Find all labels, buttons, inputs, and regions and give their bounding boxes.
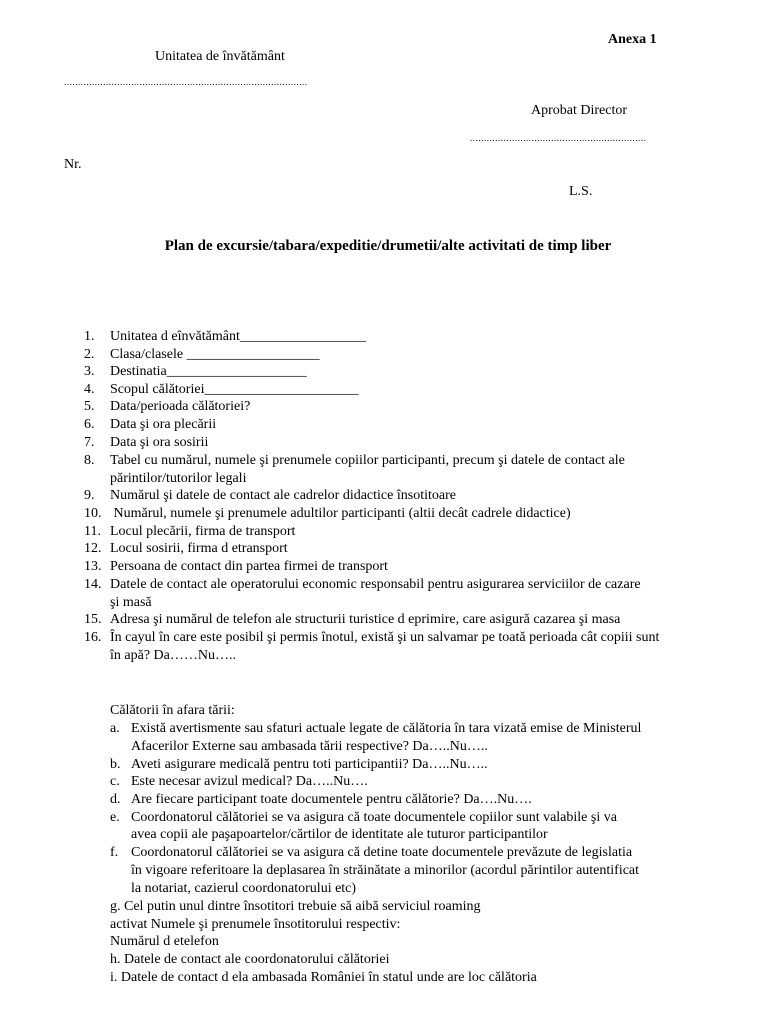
abroad-item: e. Coordonatorul călătoriei se va asigura că toate documentele copiilor sunt valabile şi va [110, 810, 617, 825]
school-unit-label: Unitatea de învătământ [155, 49, 285, 64]
abroad-item-continuation: în vigoare referitoare la deplasarea în străinătate a minorilor (acordul părintilor autentificat [131, 863, 640, 878]
annex-label: Anexa 1 [608, 32, 657, 47]
approved-director-label: Aprobat Director [531, 103, 628, 118]
abroad-heading: Călătorii în afara tării: [110, 703, 235, 718]
embassy-contact-label: i. Datele de contact d ela ambasada României în statul unde are loc călătoria [110, 970, 537, 985]
list-item-continuation: părintilor/tutorilor legali [110, 471, 247, 486]
page-title: Plan de excursie/tabara/expeditie/drumetii/alte activitati de timp liber [164, 238, 612, 254]
list-item: 8. Tabel cu numărul, numele şi prenumele copiilor participanti, precum şi datele de contact ale [84, 453, 625, 468]
abroad-item: c. Este necesar avizul medical? Da…..Nu…. [110, 774, 368, 789]
abroad-item-continuation: la notariat, cazierul coordonatorului etc) [131, 881, 357, 896]
roaming-requirement: g. Cel putin unul dintre însotitori trebuie să aibă serviciul roaming [110, 899, 481, 914]
abroad-item-continuation: avea copii ale paşapoartelor/cărtilor de identitate ale tuturor participantilor [131, 827, 548, 842]
abroad-item: b. Aveti asigurare medicală pentru toti participantii? Da…..Nu….. [110, 757, 488, 772]
list-item: 12. Locul sosirii, firma d etransport [84, 541, 288, 556]
director-signature-dotted-line: ............................................................... [470, 133, 647, 143]
list-item-continuation: şi masă [110, 595, 152, 610]
list-item: 10. Numărul, numele şi prenumele adultilor participanti (altii decât cadrele didactice) [84, 506, 571, 521]
abroad-item: a. Există avertismente sau sfaturi actuale legate de călătoria în tara vizată emise de Ministerul [110, 721, 642, 736]
list-item: 3. Destinatia____________________ [84, 364, 307, 379]
list-item: 5. Data/perioada călătoriei? [84, 399, 251, 414]
list-item: 9. Numărul şi datele de contact ale cadrelor didactice însotitoare [84, 488, 456, 503]
registration-number-label: Nr. [64, 157, 82, 172]
abroad-item: f. Coordonatorul călătoriei se va asigura că detine toate documentele prevăzute de legislatia [110, 845, 633, 860]
phone-number-label: Numărul d etelefon [110, 934, 219, 949]
list-item: 1. Unitatea d eînvătământ__________________ [84, 329, 366, 344]
abroad-item: d. Are fiecare participant toate documentele pentru călătorie? Da….Nu…. [110, 792, 532, 807]
coordinator-contact-label: h. Datele de contact ale coordonatorului călătoriei [110, 952, 390, 967]
list-item: 2. Clasa/clasele ___________________ [84, 347, 320, 362]
list-item: 16. În cayul în care este posibil şi permis înotul, există şi un salvamar pe toată perioada cât copiii sunt [84, 630, 660, 645]
list-item: 14. Datele de contact ale operatorului economic responsabil pentru asigurarea serviciilor de cazare [84, 577, 641, 592]
list-item: 7. Data şi ora sosirii [84, 435, 209, 450]
companion-name-label: activat Numele şi prenumele însotitorului respectiv: [110, 917, 401, 932]
list-item: 13. Persoana de contact din partea firmei de transport [84, 559, 388, 574]
school-unit-dotted-line: ....................................................................................... [64, 77, 308, 87]
list-item: 4. Scopul călătoriei______________________ [84, 382, 359, 397]
abroad-item-continuation: Afacerilor Externe sau ambasada tării respective? Da…..Nu….. [131, 739, 488, 754]
list-item: 15. Adresa şi numărul de telefon ale structurii turistice d eprimire, care asigură cazarea şi masa [84, 612, 621, 627]
list-item: 6. Data şi ora plecării [84, 417, 217, 432]
list-item-continuation: în apă? Da……Nu….. [110, 648, 236, 663]
stamp-placeholder-label: L.S. [569, 184, 593, 199]
list-item: 11. Locul plecării, firma de transport [84, 524, 296, 539]
